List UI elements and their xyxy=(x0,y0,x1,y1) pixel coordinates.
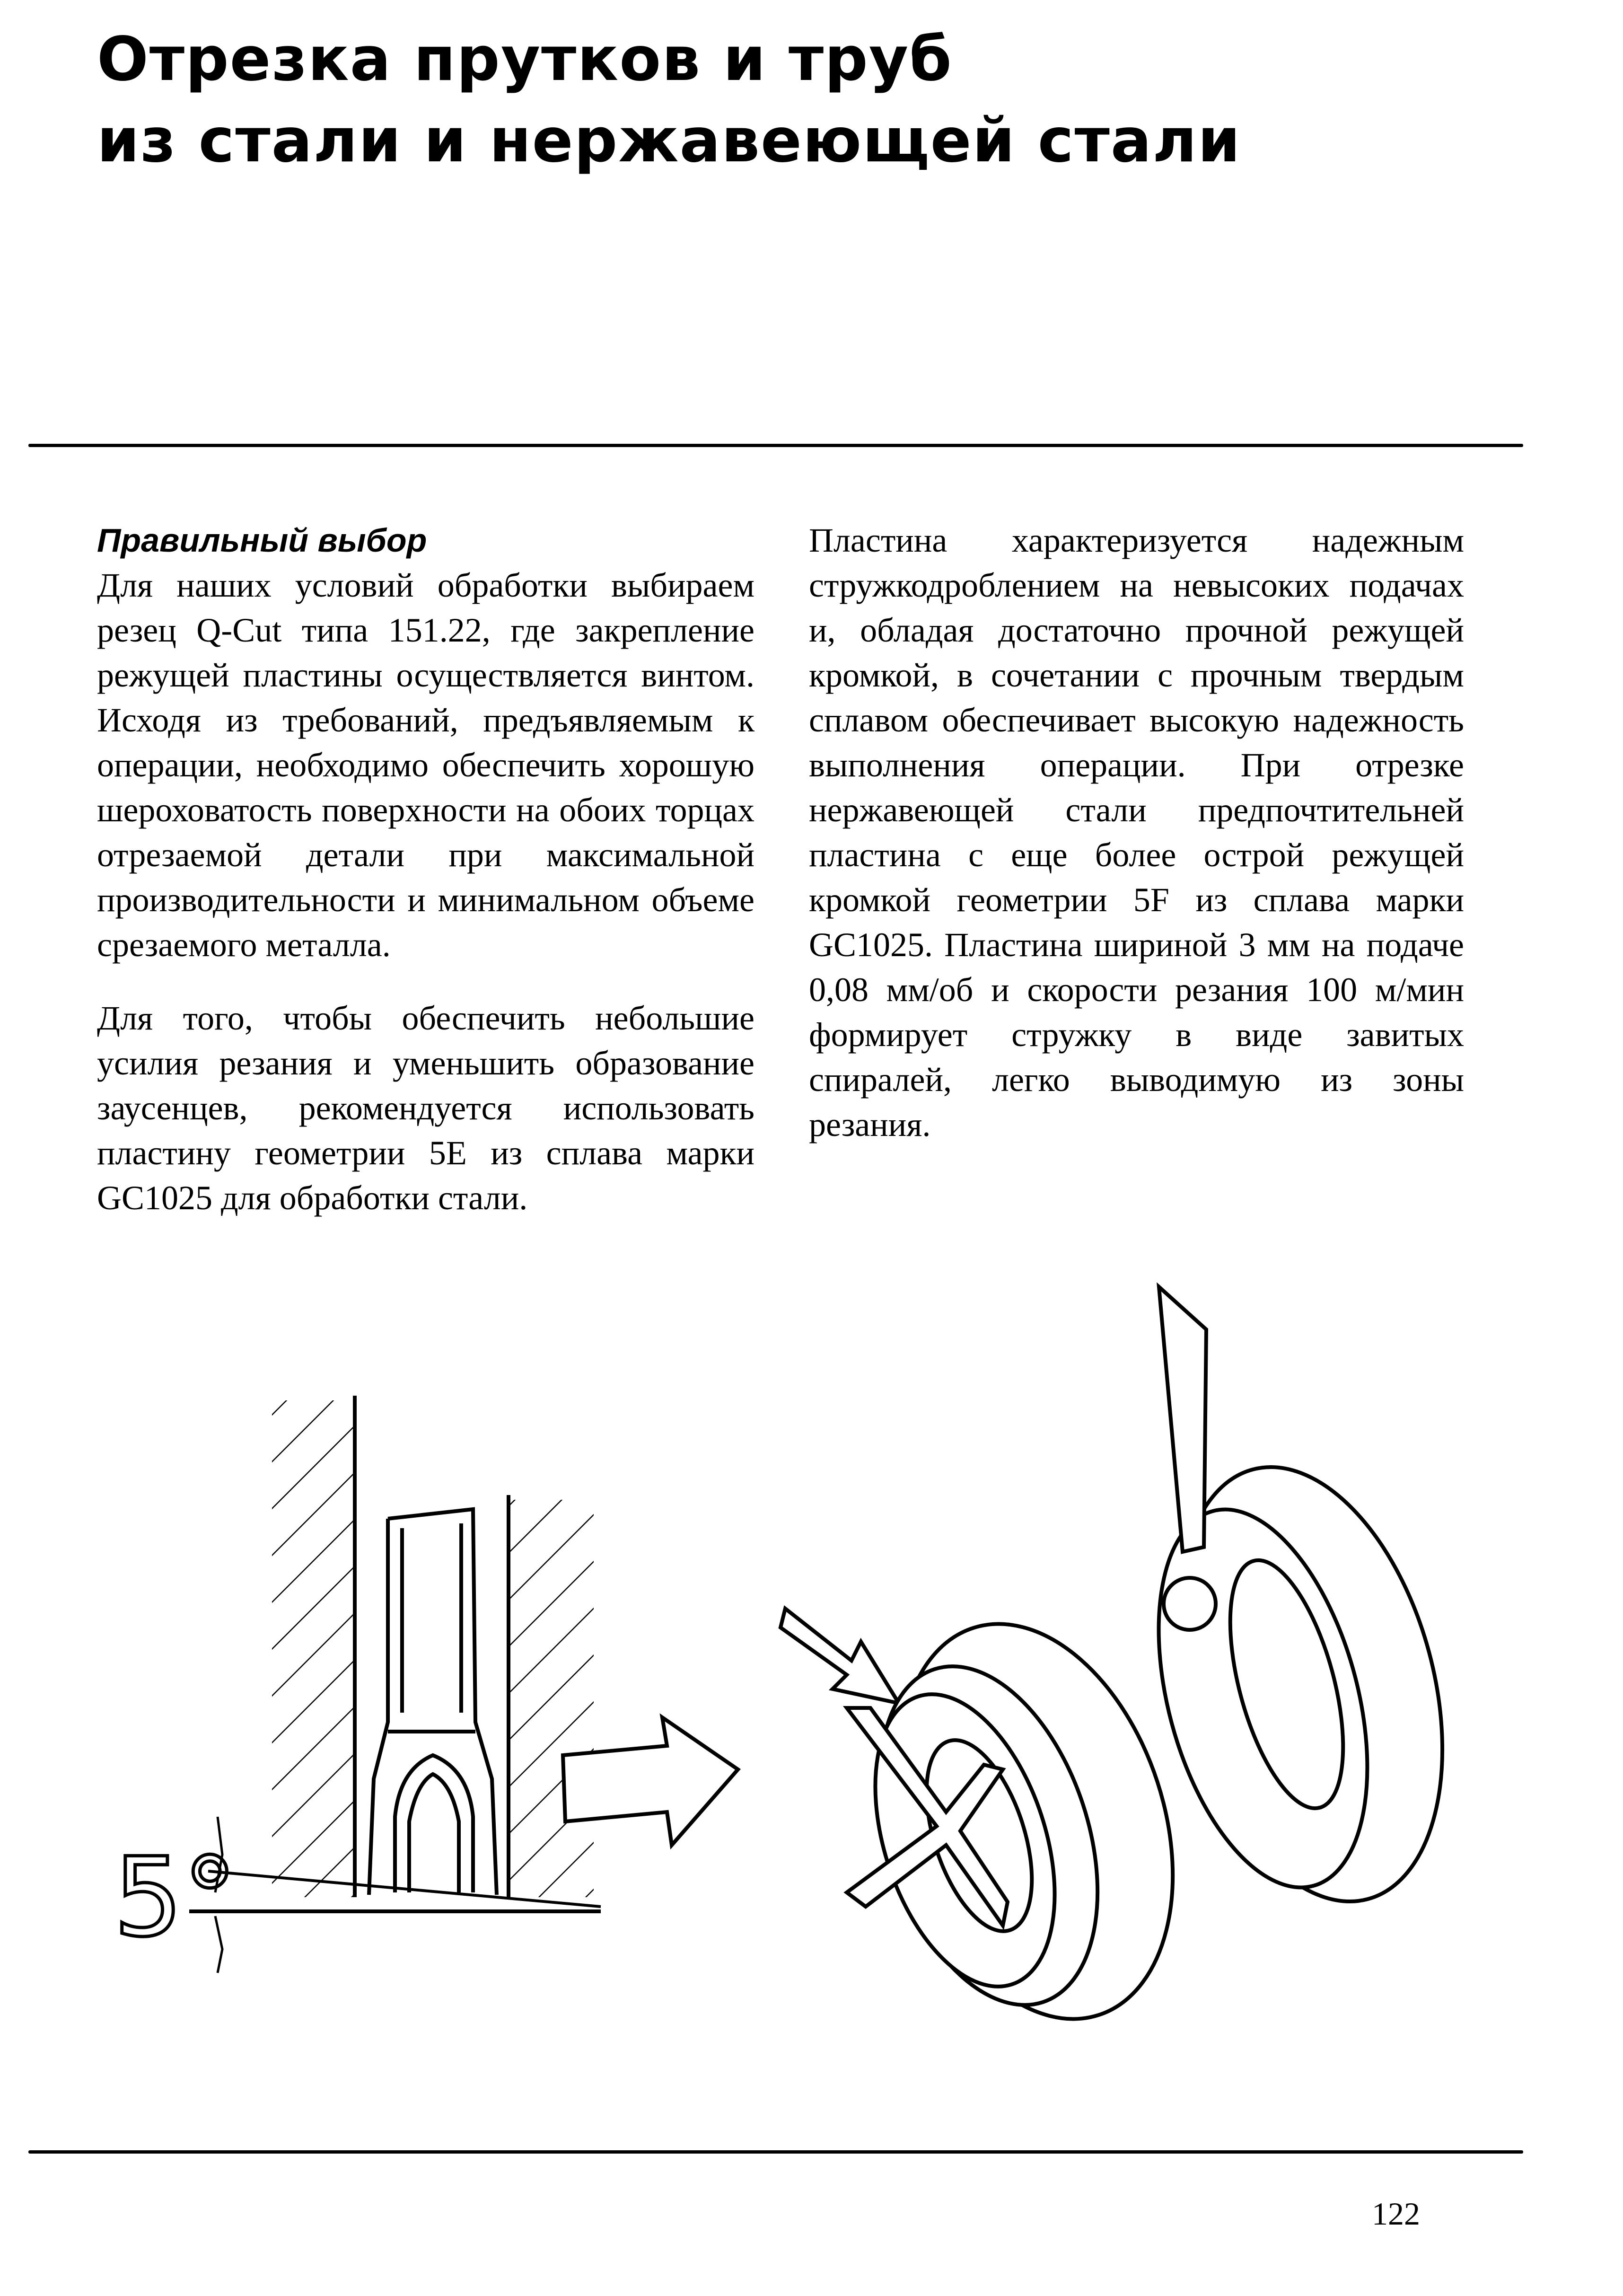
cutting-insert-diagram xyxy=(189,1396,601,1973)
wrong-chip-ring xyxy=(781,1589,1220,2055)
top-divider xyxy=(28,444,1523,447)
illustration xyxy=(0,1254,1623,2129)
left-paragraph-2: Для того, чтобы обеспечить небольшие усилия резания и уменьшить образование заусенцев, рекомендуется использовать пластину геометрии 5E из сплава марки GC1025 для обработки стали. xyxy=(97,999,754,1217)
right-column xyxy=(809,518,1464,1176)
left-paragraph-1: Для наших условий обработки выбираем резец Q-Cut типа 151.22, где закрепление режущей пластины осуществляется винтом. Исходя из требований, предъявляемым к операции, необходимо обеспечить хорошую шероховатость поверхности на обоих торцах отрезаемой детали при максимальной производительности и минимальном объеме срезаемого металла. xyxy=(97,566,754,964)
angle-label: 5° xyxy=(114,1835,237,1961)
section-heading: Правильный выбор xyxy=(97,522,427,559)
page-title xyxy=(97,19,1516,182)
left-column xyxy=(97,518,754,1249)
correct-chip-ring xyxy=(1122,1287,1487,1931)
page-title-line-1: Отрезка прутков и труб xyxy=(97,24,953,95)
correct-mark: ! xyxy=(1183,1463,1184,1468)
bottom-divider xyxy=(28,2150,1523,2154)
page-title-line-2: из стали и нержавеющей стали xyxy=(97,106,1241,176)
right-paragraph-1: Пластина характеризуется надежным стружкодроблением на невысоких подачах и, обладая достаточно прочной режущей кромкой, в сочетании с прочным твердым сплавом обеспечивает высокую надежность выполнения операции. При отрезке нержавеющей стали предпочтительней пластина с еще более острой режущей кромкой геометрии 5F из сплава марки GC1025. Пластина шириной 3 мм на подаче 0,08 мм/об и скорости резания 100 м/мин формирует стружку в виде завитых спиралей, легко выводимую из зоны резания. xyxy=(809,521,1464,1144)
wrong-mark: X xyxy=(918,1832,921,1837)
page-number: 122 xyxy=(1372,2196,1420,2232)
